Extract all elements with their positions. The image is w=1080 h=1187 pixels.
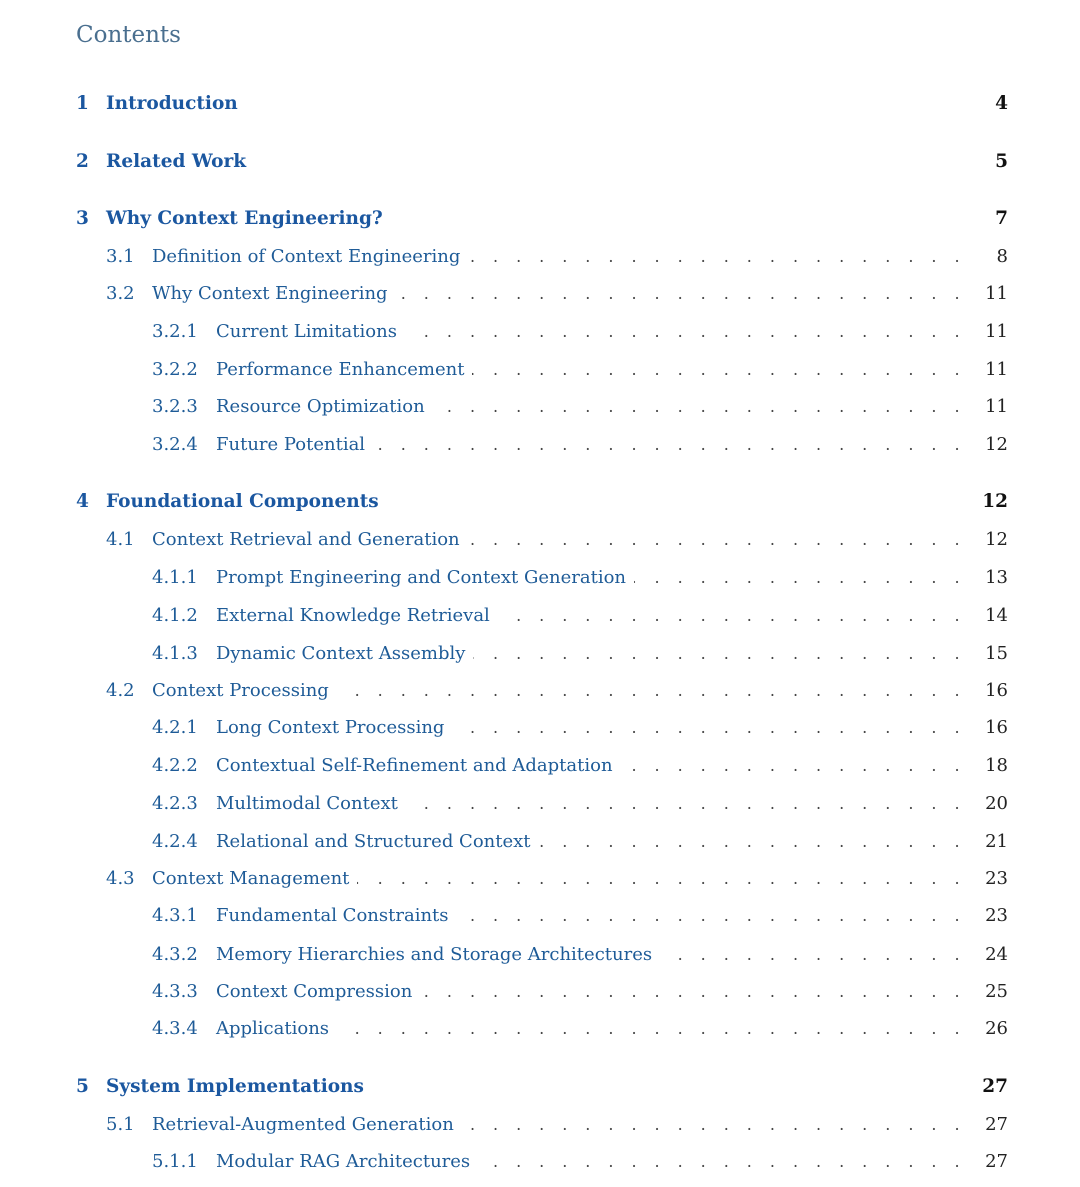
- toc-chapter-entry[interactable]: [0, 1072, 1080, 1102]
- toc-dot-leader: [457, 901, 966, 931]
- toc-entry-title[interactable]: Resource Optimization: [216, 396, 425, 417]
- toc-subsection-entry[interactable]: [0, 430, 1080, 460]
- toc-subsection-entry[interactable]: [0, 1147, 1080, 1177]
- toc-entry-page-number[interactable]: 8: [996, 246, 1008, 267]
- toc-entry-title[interactable]: Definition of Context Engineering: [152, 246, 461, 267]
- toc-entry-title[interactable]: Why Context Engineering?: [106, 208, 383, 229]
- toc-entry-title[interactable]: Related Work: [106, 151, 247, 172]
- toc-entry-title[interactable]: System Implementations: [106, 1076, 364, 1097]
- toc-entry-number[interactable]: 5.1: [106, 1114, 135, 1135]
- toc-entry-title[interactable]: Performance Enhancement: [216, 359, 465, 380]
- toc-subsection-entry[interactable]: [0, 601, 1080, 631]
- toc-dot-leader: [468, 242, 966, 272]
- toc-dot-leader: [420, 977, 966, 1007]
- toc-entry-title[interactable]: Introduction: [106, 93, 238, 114]
- toc-subsection-entry[interactable]: [0, 355, 1080, 385]
- toc-dot-leader: [406, 789, 966, 819]
- toc-entry-number[interactable]: 3.1: [106, 246, 135, 267]
- toc-subsection-entry[interactable]: [0, 901, 1080, 931]
- toc-dot-leader: [498, 601, 966, 631]
- toc-entry-page-number[interactable]: 11: [985, 321, 1008, 342]
- toc-dot-leader: [337, 1014, 966, 1044]
- toc-entry-number[interactable]: 4.3.1: [152, 905, 198, 926]
- toc-subsection-entry[interactable]: [0, 789, 1080, 819]
- toc-entry-number[interactable]: 5.1.1: [152, 1151, 198, 1172]
- toc-entry-page-number[interactable]: 7: [995, 208, 1008, 229]
- toc-entry-page-number[interactable]: 11: [985, 396, 1008, 417]
- toc-entry-page-number[interactable]: 12: [985, 434, 1008, 455]
- toc-entry-number[interactable]: 1: [76, 93, 89, 114]
- toc-section-entry[interactable]: [0, 676, 1080, 706]
- toc-dot-leader: [468, 525, 966, 555]
- toc-entry-number[interactable]: 3.2.1: [152, 321, 198, 342]
- toc-entry-number[interactable]: 4.1.1: [152, 567, 198, 588]
- toc-entry-number[interactable]: 5: [76, 1076, 89, 1097]
- toc-entry-page-number[interactable]: 14: [985, 605, 1008, 626]
- toc-entry-page-number[interactable]: 11: [985, 359, 1008, 380]
- toc-subsection-entry[interactable]: [0, 827, 1080, 857]
- toc-entry-number[interactable]: 4.1.3: [152, 643, 198, 664]
- toc-section-entry[interactable]: [0, 864, 1080, 894]
- toc-entry-number[interactable]: 4.3.3: [152, 981, 198, 1002]
- toc-entry-title[interactable]: Multimodal Context: [216, 793, 398, 814]
- toc-entry-number[interactable]: 4.2.2: [152, 755, 198, 776]
- toc-entry-title[interactable]: Future Potential: [216, 434, 366, 455]
- toc-section-entry[interactable]: [0, 1110, 1080, 1140]
- toc-chapter-entry[interactable]: [0, 487, 1080, 517]
- toc-entry-page-number[interactable]: 15: [985, 643, 1008, 664]
- toc-entry-page-number[interactable]: 27: [985, 1151, 1008, 1172]
- toc-entry-title[interactable]: Modular RAG Architectures: [216, 1151, 471, 1172]
- toc-entry-page-number[interactable]: 23: [985, 905, 1008, 926]
- toc-entry-number[interactable]: 3: [76, 208, 89, 229]
- toc-entry-title[interactable]: Memory Hierarchies and Storage Architectures: [216, 944, 653, 965]
- toc-entry-title[interactable]: Retrieval-Augmented Generation: [152, 1114, 454, 1135]
- toc-dot-leader: [357, 864, 966, 894]
- toc-subsection-entry[interactable]: [0, 392, 1080, 422]
- toc-entry-number[interactable]: 3.2: [106, 283, 135, 304]
- toc-entry-page-number[interactable]: 18: [985, 755, 1008, 776]
- toc-chapter-entry[interactable]: [0, 204, 1080, 234]
- toc-subsection-entry[interactable]: [0, 940, 1080, 970]
- toc-section-entry[interactable]: [0, 525, 1080, 555]
- toc-entry-title[interactable]: Relational and Structured Context: [216, 831, 531, 852]
- toc-entry-number[interactable]: 4.2.3: [152, 793, 198, 814]
- toc-subsection-entry[interactable]: [0, 563, 1080, 593]
- toc-entry-title[interactable]: Contextual Self-Refinement and Adaptation: [216, 755, 613, 776]
- toc-entry-number[interactable]: 4.1.2: [152, 605, 198, 626]
- toc-entry-page-number[interactable]: 20: [985, 793, 1008, 814]
- toc-entry-title[interactable]: External Knowledge Retrieval: [216, 605, 490, 626]
- toc-entry-page-number[interactable]: 13: [985, 567, 1008, 588]
- toc-entry-page-number[interactable]: 24: [985, 944, 1008, 965]
- toc-entry-title[interactable]: Dynamic Context Assembly: [216, 643, 466, 664]
- toc-subsection-entry[interactable]: [0, 751, 1080, 781]
- toc-entry-number[interactable]: 4.2: [106, 680, 135, 701]
- toc-dot-leader: [621, 751, 966, 781]
- toc-subsection-entry[interactable]: [0, 639, 1080, 669]
- toc-dot-leader: [433, 392, 966, 422]
- toc-entry-title[interactable]: Fundamental Constraints: [216, 905, 449, 926]
- toc-dot-leader: [337, 676, 966, 706]
- toc-entry-number[interactable]: 4.3.2: [152, 944, 198, 965]
- toc-dot-leader: [396, 279, 966, 309]
- toc-entry-page-number[interactable]: 16: [985, 717, 1008, 738]
- toc-entry-page-number[interactable]: 16: [985, 680, 1008, 701]
- toc-entry-number[interactable]: 3.2.3: [152, 396, 198, 417]
- contents-heading: Contents: [76, 22, 181, 48]
- toc-entry-title[interactable]: Prompt Engineering and Context Generation: [216, 567, 627, 588]
- toc-dot-leader: [539, 827, 966, 857]
- toc-entry-number[interactable]: 4.1: [106, 529, 135, 550]
- toc-entry-title[interactable]: Long Context Processing: [216, 717, 445, 738]
- toc-entry-number[interactable]: 4.3: [106, 868, 135, 889]
- toc-subsection-entry[interactable]: [0, 1014, 1080, 1044]
- toc-dot-leader: [634, 563, 966, 593]
- toc-subsection-entry[interactable]: [0, 713, 1080, 743]
- toc-entry-page-number[interactable]: 26: [985, 1018, 1008, 1039]
- toc-chapter-entry[interactable]: [0, 89, 1080, 119]
- toc-entry-number[interactable]: 4: [76, 491, 89, 512]
- toc-entry-page-number[interactable]: 5: [995, 151, 1008, 172]
- toc-entry-number[interactable]: 4.2.1: [152, 717, 198, 738]
- toc-entry-page-number[interactable]: 27: [982, 1076, 1008, 1097]
- toc-entry-page-number[interactable]: 21: [985, 831, 1008, 852]
- toc-section-entry[interactable]: [0, 279, 1080, 309]
- toc-entry-number[interactable]: 3.2.4: [152, 434, 198, 455]
- toc-dot-leader: [405, 317, 966, 347]
- toc-entry-page-number[interactable]: 4: [995, 93, 1008, 114]
- toc-entry-title[interactable]: Current Limitations: [216, 321, 397, 342]
- toc-entry-number[interactable]: 3.2.2: [152, 359, 198, 380]
- toc-entry-title[interactable]: Foundational Components: [106, 491, 379, 512]
- toc-entry-page-number[interactable]: 12: [982, 491, 1008, 512]
- toc-entry-page-number[interactable]: 27: [985, 1114, 1008, 1135]
- toc-entry-page-number[interactable]: 12: [985, 529, 1008, 550]
- toc-entry-page-number[interactable]: 11: [985, 283, 1008, 304]
- toc-entry-title[interactable]: Context Management: [152, 868, 350, 889]
- toc-entry-page-number[interactable]: 23: [985, 868, 1008, 889]
- toc-dot-leader: [462, 1110, 966, 1140]
- toc-subsection-entry[interactable]: [0, 977, 1080, 1007]
- toc-entry-title[interactable]: Context Processing: [152, 680, 329, 701]
- toc-entry-number[interactable]: 2: [76, 151, 89, 172]
- toc-dot-leader: [452, 713, 966, 743]
- toc-entry-title[interactable]: Applications: [216, 1018, 330, 1039]
- toc-subsection-entry[interactable]: [0, 317, 1080, 347]
- toc-dot-leader: [660, 940, 966, 970]
- toc-dot-leader: [478, 1147, 966, 1177]
- toc-chapter-entry[interactable]: [0, 147, 1080, 177]
- toc-entry-page-number[interactable]: 25: [985, 981, 1008, 1002]
- toc-dot-leader: [373, 430, 966, 460]
- toc-entry-title[interactable]: Why Context Engineering: [152, 283, 388, 304]
- toc-entry-number[interactable]: 4.3.4: [152, 1018, 198, 1039]
- toc-dot-leader: [472, 355, 966, 385]
- toc-entry-number[interactable]: 4.2.4: [152, 831, 198, 852]
- toc-entry-title[interactable]: Context Retrieval and Generation: [152, 529, 460, 550]
- toc-section-entry[interactable]: [0, 242, 1080, 272]
- toc-dot-leader: [473, 639, 966, 669]
- toc-entry-title[interactable]: Context Compression: [216, 981, 413, 1002]
